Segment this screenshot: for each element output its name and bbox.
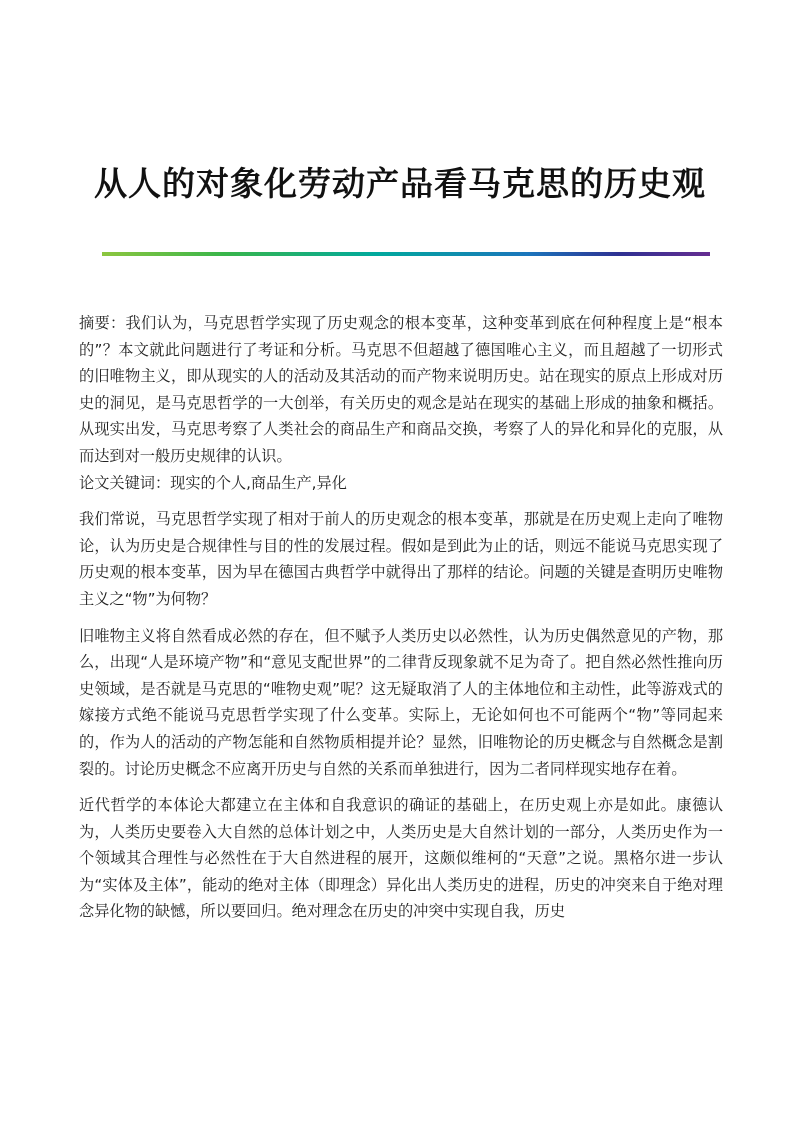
body-paragraph-1: 我们常说，马克思哲学实现了相对于前人的历史观念的根本变革，那就是在历史观上走向了唯物论，认为历史是合规律性与目的性的发展过程。假如是到此为止的话，则远不能说马克思实现了历史观的根本变革，因为早在德国古典哲学中就得出了那样的结论。问题的关键是查明历史唯物主义之“物”为何物？ bbox=[79, 510, 723, 608]
document-body bbox=[79, 310, 723, 935]
abstract-text: 摘要：我们认为，马克思哲学实现了历史观念的根本变革，这种变革到底在何种程度上是“根本的”？本文就此问题进行了考证和分析。马克思不但超越了德国唯心主义，而且超越了一切形式的旧唯物主义，即从现实的人的活动及其活动的而产物来说明历史。站在现实的原点上形成对历史的洞见，是马克思哲学的一大创举，有关历史的观念是站在现实的基础上形成的抽象和概括。从现实出发，马克思考察了人类社会的商品生产和商品交换，考察了人的异化和异化的克服，从而达到对一般历史规律的认识。 bbox=[79, 314, 723, 465]
abstract-section bbox=[79, 310, 723, 470]
document-title: 从人的对象化劳动产品看马克思的历史观 bbox=[94, 164, 706, 203]
body-paragraph-2: 旧唯物主义将自然看成必然的存在，但不赋予人类历史以必然性，认为历史偶然意见的产物，那么，出现“人是环境产物”和“意见支配世界”的二律背反现象就不足为奇了。把自然必然性推向历史领域，是否就是马克思的“唯物史观”呢？这无疑取消了人的主体地位和主动性，此等游戏式的嫁接方式绝不能说马克思哲学实现了什么变革。实际上，无论如何也不可能两个“物”等同起来的，作为人的活动的产物怎能和自然物质相提并论？显然，旧唯物论的历史概念与自然概念是割裂的。讨论历史概念不应离开历史与自然的关系而单独进行，因为二者同样现实地存在着。 bbox=[79, 626, 723, 778]
title-divider bbox=[102, 252, 710, 256]
body-paragraph-3: 近代哲学的本体论大都建立在主体和自我意识的确证的基础上，在历史观上亦是如此。康德认为，人类历史要卷入大自然的总体计划之中，人类历史是大自然计划的一部分，人类历史作为一个领域其合理性与必然性在于大自然进程的展开，这颇似维柯的“天意”之说。黑格尔进一步认为“实体及主体”，能动的绝对主体（即理念）异化出人类历史的进程，历史的冲突来自于绝对理念异化物的缺憾，所以要回归。绝对理念在历史的冲突中实现自我，历史 bbox=[79, 796, 723, 921]
keywords-line: 论文关键词：现实的个人,商品生产,异化 bbox=[79, 473, 347, 492]
